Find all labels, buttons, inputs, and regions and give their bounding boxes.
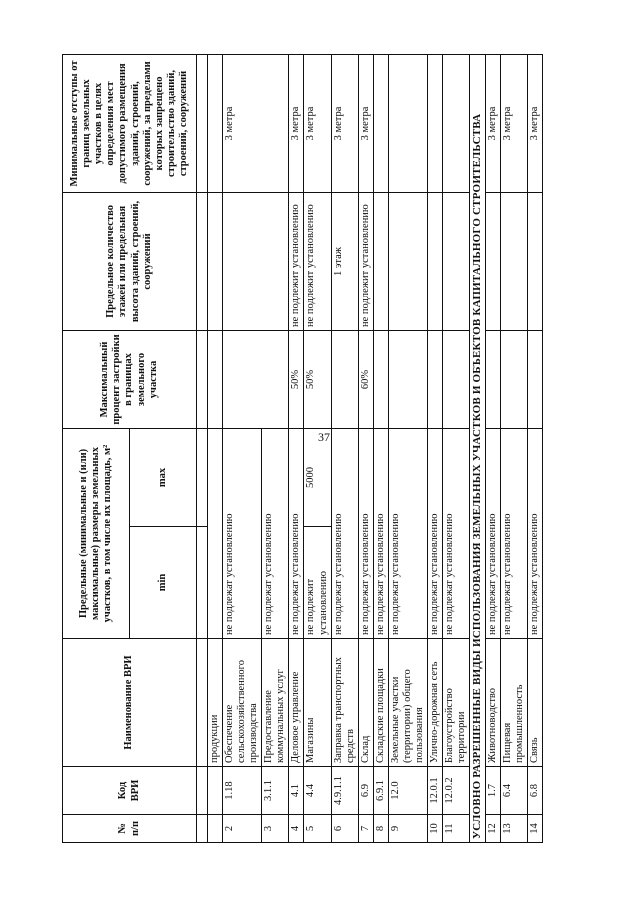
table-row — [373, 54, 388, 842]
row-size: не подлежат установлению — [262, 428, 289, 638]
row-code: 6.8 — [528, 767, 543, 815]
header-num: № п/п — [63, 815, 197, 843]
row-setback: 3 метра — [304, 54, 331, 192]
row-code: 6.4 — [500, 767, 527, 815]
row-num: 9 — [388, 815, 427, 843]
header-size-max: max — [130, 428, 197, 526]
row-setback: 3 метра — [331, 54, 358, 192]
row-size: не подлежат установлению — [500, 428, 527, 638]
table-row — [223, 54, 262, 842]
row-num: 10 — [428, 815, 443, 843]
row-name: Предоставление коммунальных услуг — [262, 639, 289, 767]
row-num: 2 — [223, 815, 262, 843]
row-num: 7 — [358, 815, 373, 843]
row-setback: 3 метра — [358, 54, 373, 192]
row-num: 11 — [443, 815, 470, 843]
table-row — [428, 54, 443, 842]
table-row — [358, 54, 373, 842]
row-code: 6.9 — [358, 767, 373, 815]
row-name: Пищевая промышленность — [500, 639, 527, 767]
row-setback: 3 метра — [289, 54, 304, 192]
row-size: не подлежат установлению — [331, 428, 358, 638]
row-floors: не подлежит установлению — [304, 192, 331, 330]
row-num: 6 — [331, 815, 358, 843]
row-num: 4 — [289, 815, 304, 843]
header-name: Наименование ВРИ — [63, 639, 197, 767]
table-row — [304, 54, 331, 842]
table-row — [528, 54, 543, 842]
row-floors: 1 этаж — [331, 192, 358, 330]
table-row — [388, 54, 427, 842]
row-name: Связь — [528, 639, 543, 767]
row-code: 12.0 — [388, 767, 427, 815]
row-name: Заправка транспортных средств — [331, 639, 358, 767]
row-size: не подлежат установлению — [428, 428, 443, 638]
header-setback: Минимальные отступы от границ земельных участков в целях определения мест допустимого размещения зданий, строений, сооружений, за пределами которых запрещено строительство зданий, строений, сооружений — [63, 54, 197, 192]
row-setback: 3 метра — [500, 54, 527, 192]
row-name: Деловое управление — [289, 639, 304, 767]
row-name: Обеспечение сельскохозяйственного производства — [223, 639, 262, 767]
row-size: не подлежат установлению — [358, 428, 373, 638]
row-num: 5 — [304, 815, 331, 843]
row-code: 1.7 — [485, 767, 500, 815]
table-row — [331, 54, 358, 842]
row-coverage: 50% — [304, 330, 331, 428]
zoning-table — [62, 54, 543, 843]
row-setback: 3 метра — [485, 54, 500, 192]
row-num: 3 — [262, 815, 289, 843]
section-title: УСЛОВНО РАЗРЕШЕННЫЕ ВИДЫ ИСПОЛЬЗОВАНИЯ ЗЕМЕЛЬНЫХ УЧАСТКОВ И ОБЪЕКТОВ КАПИТАЛЬНОГО СТРОИТЕЛЬСТВА — [470, 54, 486, 842]
header-size-min: min — [130, 527, 197, 639]
table-row — [443, 54, 470, 842]
row-code: 3.1.1 — [262, 767, 289, 815]
page-number: 37 — [318, 430, 330, 444]
header-floors: Предельное количество этажей или предельная высота зданий, строений, сооружений — [63, 192, 197, 330]
row-size: не подлежат установлению — [388, 428, 427, 638]
row-size: не подлежат установлению — [528, 428, 543, 638]
row-name: Благоустройство территории — [443, 639, 470, 767]
row-size: не подлежат установлению — [485, 428, 500, 638]
row-num: 8 — [373, 815, 388, 843]
header-coverage: Максимальный процент застройки в границах земельного участка — [63, 330, 197, 428]
row-name: Улично-дорожная сеть — [428, 639, 443, 767]
row-size-min: не подлежит установлению — [304, 527, 331, 639]
row-code: 12.0.1 — [428, 767, 443, 815]
row-num: 14 — [528, 815, 543, 843]
table-row — [485, 54, 500, 842]
header-size-group: Предельные (минимальные и (или) максимальные) размеры земельных участков, в том числе их площадь, м² — [63, 428, 130, 638]
row-coverage: 60% — [358, 330, 373, 428]
table-row — [197, 54, 208, 842]
row-name: продукции — [208, 639, 223, 767]
header-row — [63, 54, 130, 842]
row-setback: 3 метра — [528, 54, 543, 192]
row-code: 12.0.2 — [443, 767, 470, 815]
row-name: Складские площадки — [373, 639, 388, 767]
row-name: Магазины — [304, 639, 331, 767]
row-size: не подлежат установлению — [443, 428, 470, 638]
row-code: 4.4 — [304, 767, 331, 815]
row-floors: не подлежит установлению — [289, 192, 304, 330]
row-setback: 3 метра — [223, 54, 289, 192]
rotated-table-container — [62, 55, 640, 843]
table-row — [500, 54, 527, 842]
row-num: 12 — [485, 815, 500, 843]
row-name: Земельные участки (территории) общего пользования — [388, 639, 427, 767]
row-size: не подлежат установлению — [373, 428, 388, 638]
row-code: 4.9.1.1 — [331, 767, 358, 815]
row-name: Животноводство — [485, 639, 500, 767]
row-size: не подлежат установлению — [289, 428, 304, 638]
row-name: Склад — [358, 639, 373, 767]
table-row — [289, 54, 304, 842]
section-header-row — [470, 54, 486, 842]
row-code: 4.1 — [289, 767, 304, 815]
row-size-max: 5000 — [304, 428, 331, 526]
row-num: 13 — [500, 815, 527, 843]
row-coverage: 50% — [289, 330, 304, 428]
header-code: Код ВРИ — [63, 767, 197, 815]
row-floors: не подлежит установлению — [358, 192, 373, 330]
row-code: 6.9.1 — [373, 767, 388, 815]
table-row — [208, 54, 223, 842]
row-size: не подлежат установлению — [223, 428, 262, 638]
row-code: 1.18 — [223, 767, 262, 815]
